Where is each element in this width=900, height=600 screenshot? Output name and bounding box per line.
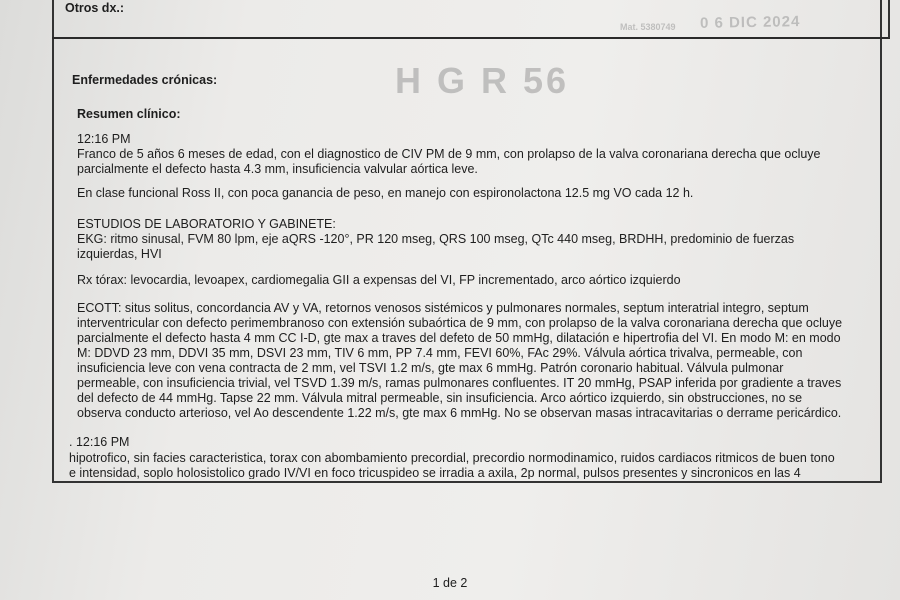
ecott-line: interventricular con defecto perimembranoso con extensión subaórtica de 9 mm, con prolapso de la valva coronariana derecha que ocluye <box>77 316 843 330</box>
timestamp-1: 12:16 PM <box>77 132 131 146</box>
ecott-line: parcialmente el defecto hasta 4 mm CC I-D, gte max a traves del defeto de 50 mmHg, dilatación e hipertrofia del VI. En modo M: en modo <box>77 331 841 345</box>
timestamp-2: . 12:16 PM <box>69 435 130 449</box>
otros-dx-label: Otros dx.: <box>65 1 125 15</box>
rx-line: Rx tórax: levocardia, levoapex, cardiomegalia GII a expensas del VI, FP incrementado, arco aórtico izquierdo <box>77 273 681 287</box>
studies-heading: ESTUDIOS DE LABORATORIO Y GABINETE: <box>77 217 336 231</box>
date-stamp: 0 6 DIC 2024 <box>699 13 801 32</box>
resumen-clinico-label: Resumen clínico: <box>77 107 181 121</box>
ekg-line: EKG: ritmo sinusal, FVM 80 lpm, eje aQRS -120°, PR 120 mseg, QRS 100 mseg, QTc 440 mseg, BRDHH, predominio de fuerzas <box>77 232 795 246</box>
summary-line: parcialmente el defecto hasta 4.3 mm, insuficiencia valvular aórtica leve. <box>77 162 478 176</box>
exam-line: hipotrofico, sin facies caracteristica, torax con abombamiento precordial, precordio normodinamico, ruidos cardiacos ritmicos de buen tono <box>69 451 835 465</box>
ecott-line: observa conducto arterioso, vel Ao descendente 1.22 m/s, gte max 6 mmHg. No se observan masas intracavitarias o derrame pericárdico. <box>77 406 842 420</box>
header-divider <box>52 37 890 39</box>
ekg-line: izquierdas, HVI <box>77 247 162 261</box>
functional-class-line: En clase funcional Ross II, con poca ganancia de peso, en manejo con espironolactona 12.5 mg VO cada 12 h. <box>77 186 694 200</box>
frame-edge <box>888 0 890 38</box>
ecott-line: permeable, con insuficiencia trivial, vel TSVD 1.39 m/s, ramas pulmonares confluentes. IT 20 mmHg, PSAP inferida por gradiente a traves <box>77 376 842 390</box>
summary-line: Franco de 5 años 6 meses de edad, con el diagnostico de CIV PM de 9 mm, con prolapso de la valva coronariana derecha que ocluye <box>77 147 821 161</box>
registration-stamp: Mat. 5380749 <box>620 22 676 32</box>
ecott-line: M: DDVD 23 mm, DDVI 35 mm, DSVI 23 mm, TIV 6 mm, PP 7.4 mm, FEVI 60%, FAc 29%. Válvula aórtica trivalva, permeable, con <box>77 346 803 360</box>
ecott-line: del defecto de 44 mmHg. Tapse 22 mm. Válvula mitral permeable, sin insuficiencia. Arco aórtico izquierdo, sin obstrucciones, no se <box>77 391 803 405</box>
hospital-stamp: H G R 56 <box>395 60 570 101</box>
page-number: 1 de 2 <box>432 576 468 590</box>
ecott-line: ECOTT: situs solitus, concordancia AV y VA, retornos venosos sistémicos y pulmonares normales, septum interatrial integro, septum <box>77 301 809 315</box>
ecott-line: insuficiencia leve con vena contracta de 2 mm, vel TSVI 1.2 m/s, gte max 6 mmHg. Patrón coronario habitual. Válvula pulmonar <box>77 361 784 375</box>
enfermedades-cronicas-label: Enfermedades crónicas: <box>72 73 218 87</box>
exam-line: e intensidad, soplo holosistolico grado IV/VI en foco tricuspideo se irradia a axila, 2p normal, pulsos presentes y sincronicos en las 4 <box>69 466 801 479</box>
